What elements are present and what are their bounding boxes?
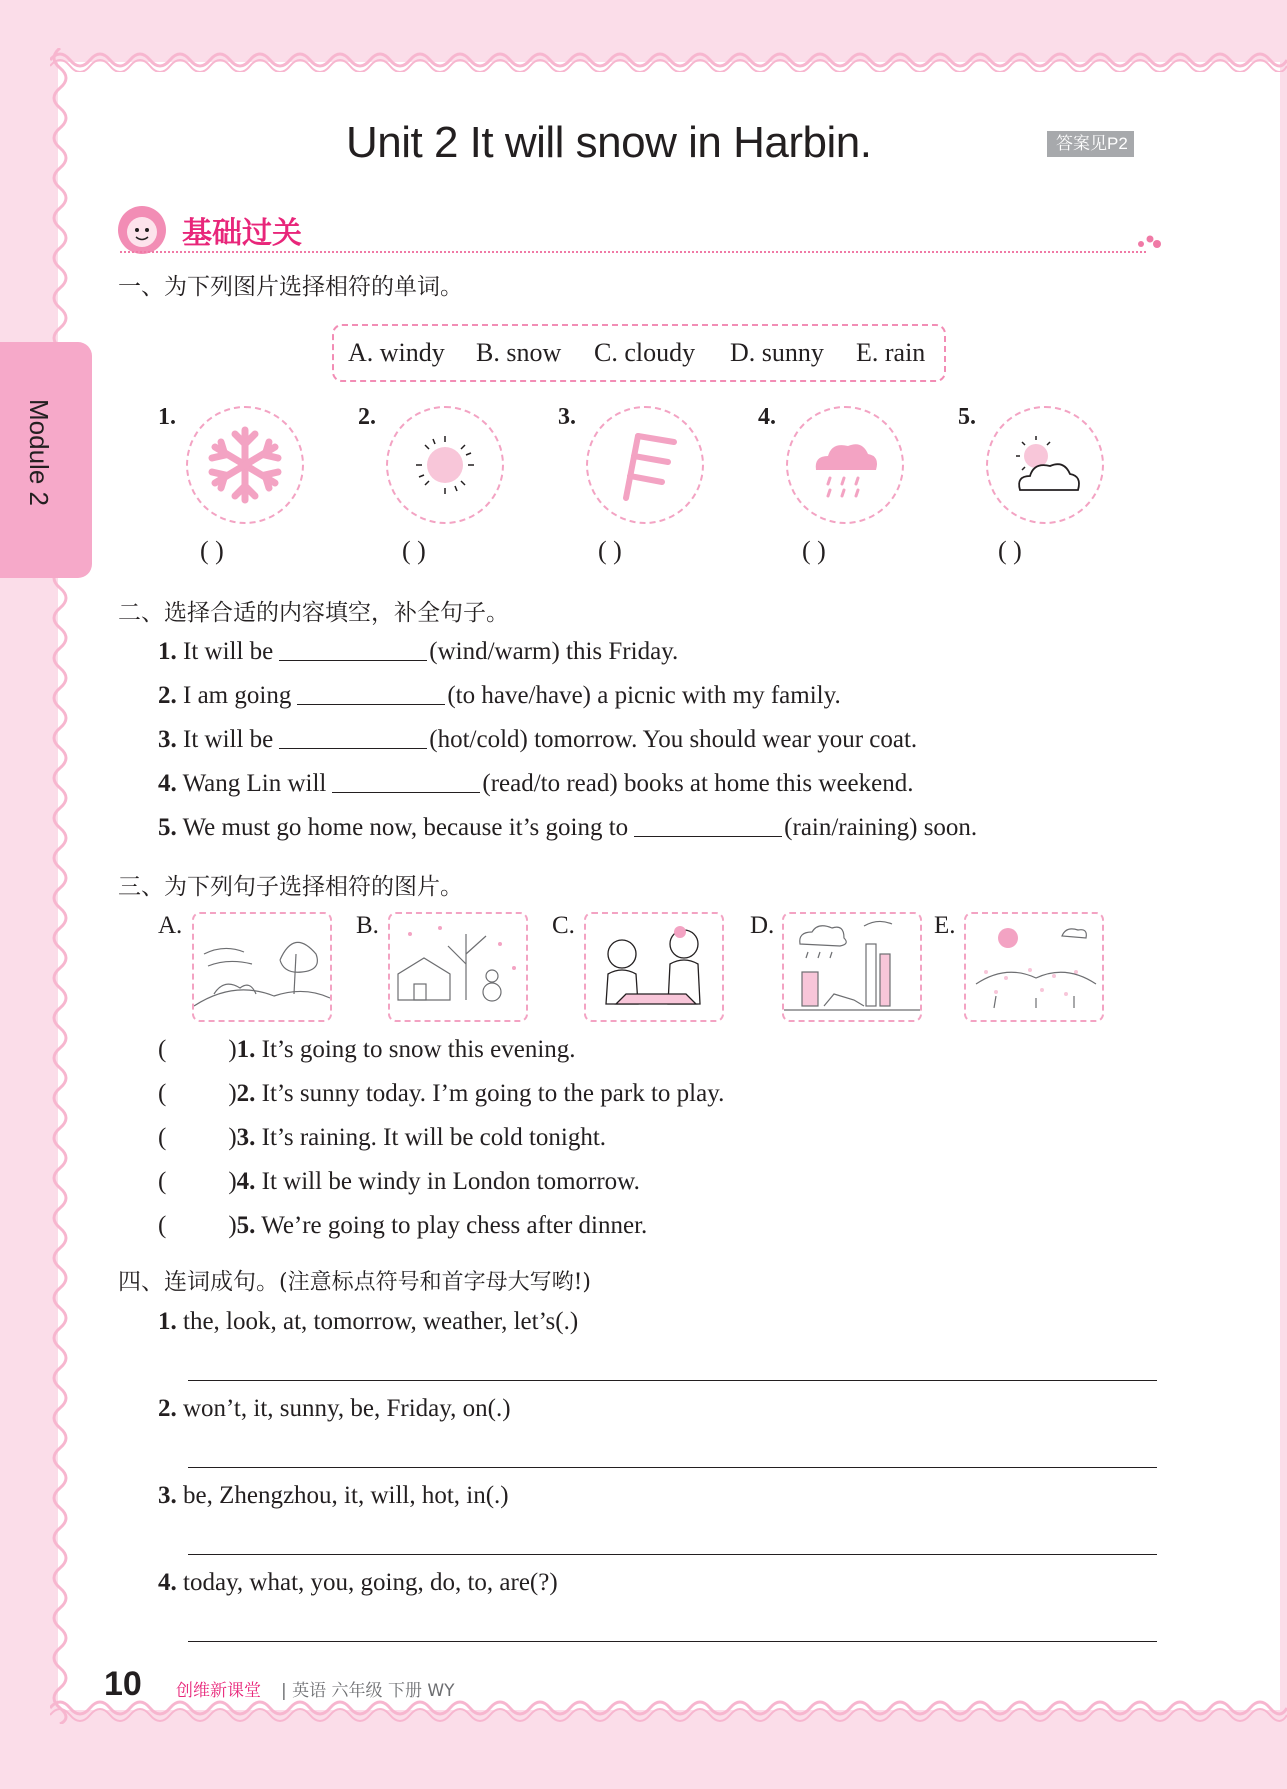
module-side-tab-label: Module 2 (24, 399, 54, 506)
answer-line[interactable] (188, 1467, 1157, 1468)
q4-note: (注意标点符号和首字母大写哟!) (279, 1270, 592, 1295)
fill-blank[interactable] (279, 640, 427, 661)
answer-paren[interactable]: ( (158, 1036, 167, 1063)
q3-picture-label: C. (552, 912, 575, 939)
word-option: C. cloudy (594, 338, 696, 367)
windy-flag-icon (586, 406, 704, 524)
q3-item: ( )3. It’s raining. It will be cold tonight. (158, 1124, 607, 1151)
section-title: 基础过关 (182, 216, 302, 251)
answer-line[interactable] (188, 1380, 1157, 1381)
page-number: 10 (104, 1665, 142, 1703)
q1-picture-number: 3. (558, 404, 576, 430)
q1-heading: 一、为下列图片选择相符的单词。 (118, 274, 463, 300)
q2-item: 2. I am going (to have/have) a picnic with my family. (158, 682, 841, 709)
q3-picture-label: E. (934, 912, 956, 939)
word-option: A. windy (348, 338, 445, 367)
chess-players-illustration (584, 912, 724, 1022)
answer-paren[interactable]: ( (158, 1080, 167, 1107)
rain-cloud-icon (786, 406, 904, 524)
q4-item: 3. be, Zhengzhou, it, will, hot, in(.) (158, 1482, 509, 1509)
word-options-box (332, 324, 946, 382)
q1-answer-paren[interactable]: ( ) (200, 536, 224, 565)
sun-icon (386, 406, 504, 524)
answer-paren[interactable]: ( (158, 1212, 167, 1239)
windy-park-illustration (192, 912, 332, 1022)
q4-item: 2. won’t, it, sunny, be, Friday, on(.) (158, 1395, 511, 1422)
q1-picture-number: 2. (358, 404, 376, 430)
answer-line[interactable] (188, 1641, 1157, 1642)
mascot-icon (116, 204, 168, 256)
snowflake-icon (186, 406, 304, 524)
answer-reference-badge: 答案见P2 (1047, 131, 1134, 157)
word-option: B. snow (476, 338, 562, 367)
q3-item: ( )1. It’s going to snow this evening. (158, 1036, 576, 1063)
q2-item: 5. We must go home now, because it’s going to (rain/raining) soon. (158, 814, 978, 841)
q2-item: 3. It will be (hot/cold) tomorrow. You should wear your coat. (158, 726, 918, 753)
q1-answer-paren[interactable]: ( ) (402, 536, 426, 565)
q4-heading: 四、连词成句。(注意标点符号和首字母大写哟!) (118, 1269, 592, 1295)
sunny-park-illustration (964, 912, 1104, 1022)
q2-item: 1. It will be (wind/warm) this Friday. (158, 638, 679, 665)
wavy-border-top (50, 48, 1287, 72)
footer-info: | 英语 六年级 下册 WY (281, 1681, 455, 1701)
page-title: Unit 2 It will snow in Harbin. (346, 118, 872, 167)
rainy-city-illustration (782, 912, 922, 1022)
answer-paren[interactable]: ( (158, 1168, 167, 1195)
q1-answer-paren[interactable]: ( ) (802, 536, 826, 565)
wavy-border-bottom (50, 1700, 1287, 1724)
word-option: D. sunny (730, 338, 824, 367)
q3-picture-label: D. (750, 912, 775, 939)
q1-answer-paren[interactable]: ( ) (598, 536, 622, 565)
fill-blank[interactable] (634, 816, 782, 837)
q1-picture-number: 4. (758, 404, 776, 430)
fill-blank[interactable] (297, 684, 445, 705)
q3-heading: 三、为下列句子选择相符的图片。 (118, 874, 463, 900)
sun-cloud-icon (986, 406, 1104, 524)
wavy-border-left (46, 48, 70, 1724)
q3-item: ( )4. It will be windy in London tomorrow. (158, 1168, 640, 1195)
q4-item: 4. today, what, you, going, do, to, are(?) (158, 1569, 558, 1596)
q3-item: ( )2. It’s sunny today. I’m going to the park to play. (158, 1080, 725, 1107)
q2-item: 4. Wang Lin will (read/to read) books at home this weekend. (158, 770, 914, 797)
answer-paren[interactable]: ( (158, 1124, 167, 1151)
q3-picture-label: A. (158, 912, 183, 939)
q3-picture-label: B. (356, 912, 379, 939)
q3-item: ( )5. We’re going to play chess after dinner. (158, 1212, 648, 1239)
q1-picture-number: 5. (958, 404, 976, 430)
q1-answer-paren[interactable]: ( ) (998, 536, 1022, 565)
word-option: E. rain (856, 338, 926, 367)
snowy-house-illustration (388, 912, 528, 1022)
section-divider (120, 251, 1146, 253)
decorative-dots-icon (1136, 234, 1162, 250)
fill-blank[interactable] (279, 728, 427, 749)
q4-item: 1. the, look, at, tomorrow, weather, let’s(.) (158, 1308, 579, 1335)
answer-line[interactable] (188, 1554, 1157, 1555)
q2-heading: 二、选择合适的内容填空，补全句子。 (118, 600, 509, 626)
fill-blank[interactable] (332, 772, 480, 793)
q1-picture-number: 1. (158, 404, 176, 430)
footer-brand: 创维新课堂 (176, 1681, 261, 1701)
